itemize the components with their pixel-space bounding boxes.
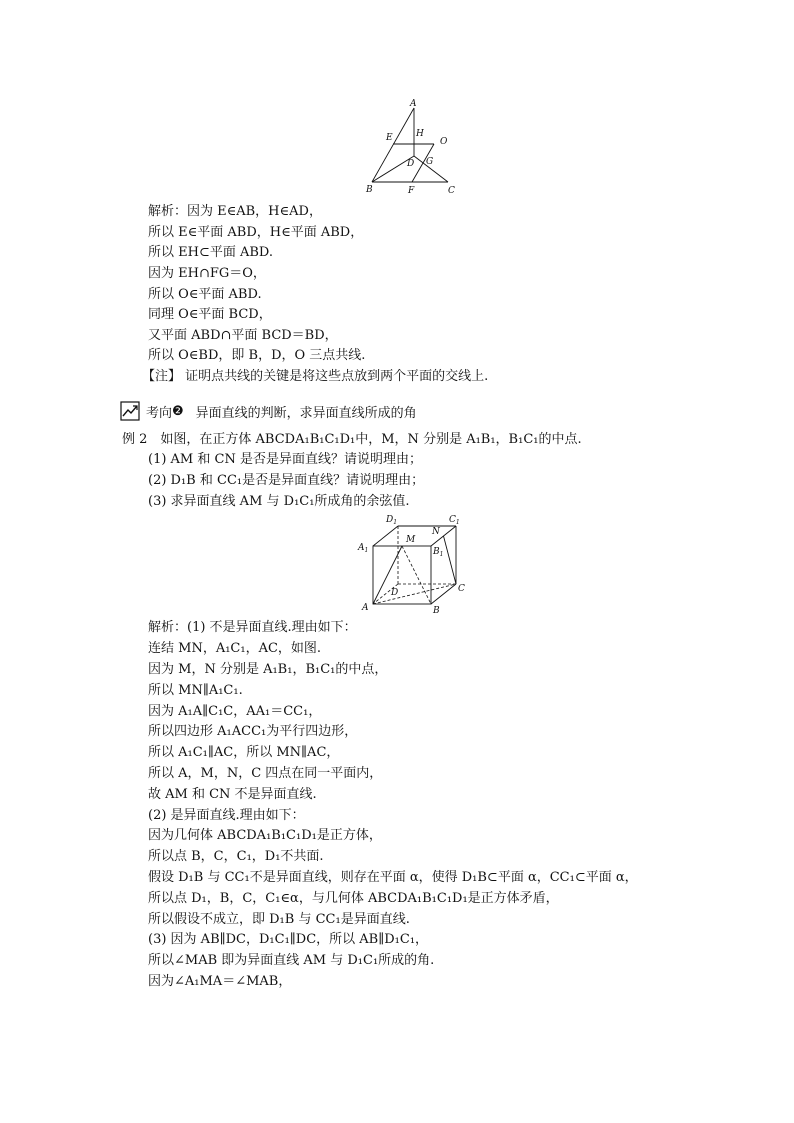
example2-question: (1) AM 和 CN 是否是异面直线？请说明理由；: [148, 452, 422, 467]
solution2-line: 解析：(1) 不是异面直线.理由如下：: [148, 620, 357, 635]
label-D1: $D_1$: [386, 515, 398, 526]
solution2-line: 所以点 D₁，B，C，C₁∈α，与几何体 ABCDA₁B₁C₁D₁是正方体矛盾，: [148, 891, 559, 906]
solution2-line: 连结 MN，A₁C₁，AC，如图.: [148, 641, 322, 656]
label-A: A: [410, 99, 417, 109]
solution2-line: 所以∠MAB 即为异面直线 AM 与 D₁C₁所成的角.: [148, 953, 435, 968]
section-heading: [120, 400, 417, 422]
label-C: C: [448, 186, 455, 196]
solution1-line: 所以 O∈平面 ABD.: [148, 287, 262, 302]
label-A1: $A_1$: [358, 543, 369, 554]
solution2-line: 所以假设不成立，即 D₁B 与 CC₁是异面直线.: [148, 912, 410, 927]
figure-cube: [356, 512, 470, 616]
label-H: H: [416, 129, 424, 139]
solution2-line: 故 AM 和 CN 不是异面直线.: [148, 787, 317, 802]
note-text: 【注】 证明点共线的关键是将这些点放到两个平面的交线上.: [142, 369, 489, 384]
solution2-line: 所以四边形 A₁ACC₁为平行四边形，: [148, 724, 358, 739]
solution1-line: 又平面 ABD∩平面 BCD＝BD，: [148, 328, 338, 343]
figure-collinear-points: [360, 96, 470, 196]
label-M: M: [406, 535, 416, 545]
solution2-line: (3) 因为 AB∥DC，D₁C₁∥DC，所以 AB∥D₁C₁，: [148, 932, 429, 947]
solution1-line: 同理 O∈平面 BCD，: [148, 307, 272, 322]
example2-question: (3) 求异面直线 AM 与 D₁C₁所成角的余弦值.: [148, 494, 410, 509]
label-F: F: [408, 186, 415, 196]
solution1-line: 所以 EH⊂平面 ABD.: [148, 245, 274, 260]
label-B1: $B_1$: [433, 547, 444, 558]
label-D: D: [391, 588, 399, 598]
section-number: ❷: [172, 403, 184, 419]
label-A: A: [362, 603, 369, 613]
solution2-line: 因为∠A₁MA＝∠MAB，: [148, 974, 292, 989]
solution1-line: 因为 EH∩FG＝O，: [148, 266, 266, 281]
section-title: 异面直线的判断，求异面直线所成的角: [195, 405, 417, 421]
label-D: D: [407, 159, 415, 169]
label-B: B: [433, 606, 440, 616]
solution1-line: 所以 E∈平面 ABD，H∈平面 ABD，: [148, 225, 364, 240]
example2-statement: 例 2 如图，在正方体 ABCDA₁B₁C₁D₁中，M，N 分别是 A₁B₁，B₁C₁的中点.: [122, 432, 582, 447]
solution2-line: 所以点 B，C，C₁，D₁不共面.: [148, 849, 324, 864]
section-prefix: 考向: [146, 405, 173, 421]
solution2-line: 所以 A，M，N，C 四点在同一平面内，: [148, 766, 383, 781]
label-E: E: [386, 133, 393, 143]
example2-question: (2) D₁B 和 CC₁是否是异面直线？请说明理由；: [148, 473, 425, 488]
solution2-line: 因为 A₁A∥C₁C，AA₁＝CC₁，: [148, 704, 322, 719]
solution2-line: 所以 MN∥A₁C₁.: [148, 683, 243, 698]
solution2-line: 所以 A₁C₁∥AC，所以 MN∥AC，: [148, 745, 340, 760]
solution1-line: 所以 O∈BD，即 B，D，O 三点共线.: [148, 348, 366, 363]
label-O: O: [440, 137, 448, 147]
label-G: G: [426, 157, 434, 167]
label-C: C: [458, 584, 465, 594]
solution2-line: 假设 D₁B 与 CC₁不是异面直线，则存在平面 α，使得 D₁B⊂平面 α，CC₁⊂平面 α，: [148, 870, 638, 885]
solution2-line: 因为几何体 ABCDA₁B₁C₁D₁是正方体，: [148, 828, 382, 843]
trend-chart-icon: [120, 401, 140, 421]
solution1-line: 解析：因为 E∈AB，H∈AD，: [148, 204, 322, 219]
label-C1: $C_1$: [449, 515, 460, 526]
solution2-line: 因为 M，N 分别是 A₁B₁，B₁C₁的中点，: [148, 662, 388, 677]
label-N: N: [432, 527, 440, 537]
solution2-line: (2) 是异面直线.理由如下：: [148, 808, 305, 823]
label-B: B: [366, 185, 373, 195]
